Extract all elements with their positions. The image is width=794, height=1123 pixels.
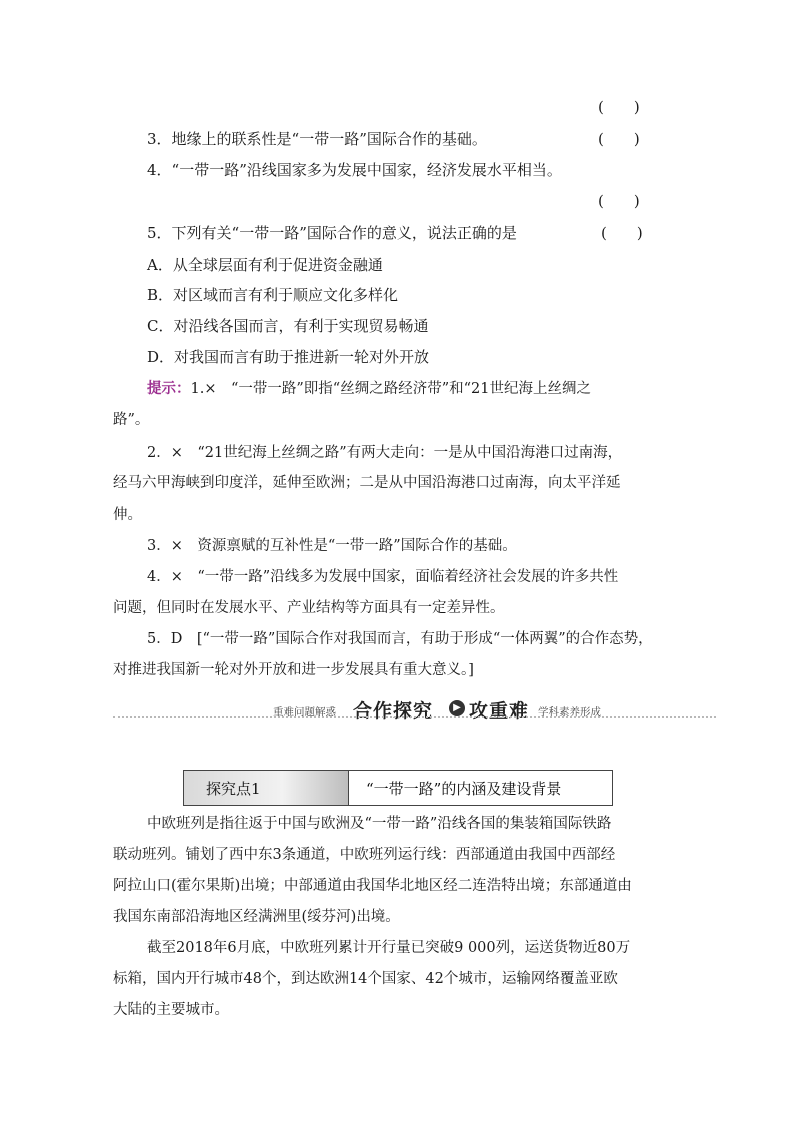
- question-4: 4．“一带一路”沿线国家多为发展中国家，经济发展水平相当。: [147, 161, 562, 179]
- hint-1-text: 1.× “一带一路”即指“丝绸之路经济带”和“21世纪海上丝绸之: [190, 381, 591, 397]
- passage-p2-line-2: 标箱，国内开行城市48个，到达欧洲14个国家、42个城市，运输网络覆盖亚欧: [113, 971, 618, 987]
- hint-1-line-2: 路”。: [113, 412, 150, 428]
- explore-point-header: [183, 770, 613, 806]
- explore-point-tab: [184, 771, 349, 805]
- hint-2-line-3: 伸。: [113, 507, 142, 523]
- arrow-icon: ▶: [449, 700, 465, 716]
- hint-3: 3．× 资源禀赋的互补性是“一带一路”国际合作的基础。: [147, 538, 517, 554]
- explore-point-label: 探究点1: [206, 780, 261, 798]
- option-b: B．对区域而言有利于顺应文化多样化: [147, 286, 399, 304]
- passage-p2-line-3: 大陆的主要城市。: [113, 1002, 229, 1018]
- question-3-paren: ( ): [598, 130, 640, 148]
- hint-2-line-2: 经马六甲海峡到印度洋，延伸至欧洲；二是从中国沿海港口过南海，向太平洋延: [113, 475, 621, 491]
- passage-p1-line-3: 阿拉山口(霍尔果斯)出境；中部通道由我国华北地区经二连浩特出境；东部通道由: [113, 878, 632, 894]
- hint-1-line-1: [147, 377, 591, 398]
- banner-title-left: 合作探究: [353, 700, 434, 722]
- question-3: 3．地缘上的联系性是“一带一路”国际合作的基础。: [147, 130, 487, 148]
- passage-p1-line-1: 中欧班列是指往返于中国与欧洲及“一带一路”沿线各国的集装箱国际铁路: [147, 816, 612, 832]
- passage-p1-line-2: 联动班列。铺划了西中东3条通道，中欧班列运行线：西部通道由我国中西部经: [113, 847, 616, 863]
- question-4-paren: ( ): [598, 192, 640, 210]
- banner-title-right: 攻重难: [469, 700, 530, 722]
- question-5-paren: ( ): [601, 224, 643, 242]
- passage-p1-line-4: 我国东南部沿海地区经满洲里(绥芬河)出境。: [113, 909, 400, 925]
- banner-left-caption: 重难问题解惑: [273, 706, 336, 718]
- hint-5-line-1: 5．D [“一带一路”国际合作对我国而言，有助于形成“一体两翼”的合作态势，: [147, 631, 653, 647]
- question-5: 5．下列有关“一带一路”国际合作的意义，说法正确的是: [147, 224, 517, 242]
- section-banner: [113, 694, 716, 724]
- answer-paren-top: ( ): [598, 98, 640, 116]
- explore-point-title: “一带一路”的内涵及建设背景: [366, 780, 562, 798]
- hint-4-line-1: 4．× “一带一路”沿线多为发展中国家，面临着经济社会发展的许多共性: [147, 569, 619, 585]
- banner-right-caption: 学科素养形成: [538, 706, 601, 718]
- hint-5-line-2: 对推进我国新一轮对外开放和进一步发展具有重大意义。]: [113, 662, 474, 678]
- hint-2-line-1: 2．× “21世纪海上丝绸之路”有两大走向：一是从中国沿海港口过南海，: [147, 445, 623, 461]
- option-c: C．对沿线各国而言，有利于实现贸易畅通: [147, 317, 429, 335]
- hint-4-line-2: 问题，但同时在发展水平、产业结构等方面具有一定差异性。: [113, 600, 505, 616]
- banner-divider: [113, 716, 716, 718]
- option-a: A．从全球层面有利于促进资金融通: [147, 256, 383, 274]
- option-d: D．对我国而言有助于推进新一轮对外开放: [147, 348, 430, 366]
- hint-label: 提示：: [147, 380, 191, 397]
- passage-p2-line-1: 截至2018年6月底，中欧班列累计开行量已突破9 000列，运送货物近80万: [147, 940, 631, 956]
